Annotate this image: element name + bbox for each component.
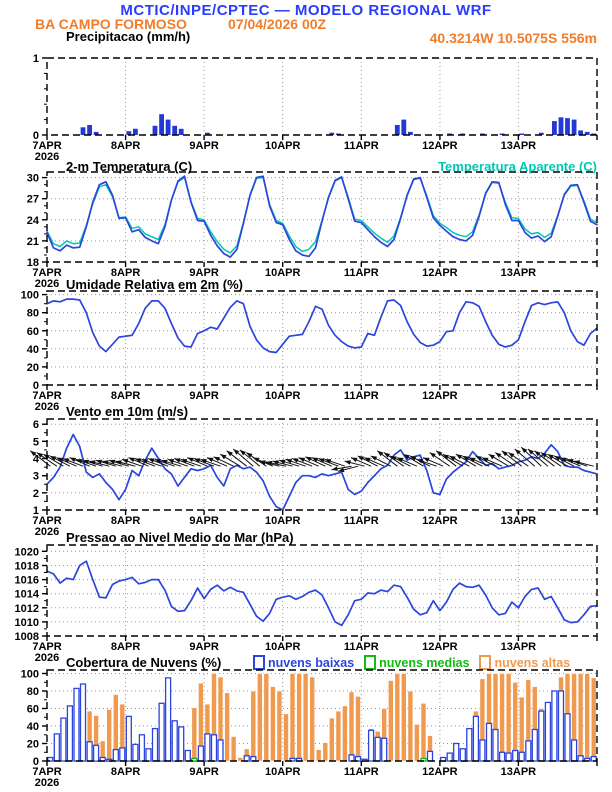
station-name: BA CAMPO FORMOSO — [35, 16, 187, 32]
svg-text:10APR: 10APR — [264, 267, 301, 279]
svg-text:12APR: 12APR — [422, 515, 458, 527]
legend-label-low-clouds: nuvens baixas — [268, 655, 355, 670]
svg-text:13APR: 13APR — [500, 641, 537, 653]
panel-title-pressure: Pressao ao Nivel Medio do Mar (hPa) — [66, 530, 294, 545]
svg-text:8APR: 8APR — [110, 766, 141, 778]
svg-text:1: 1 — [32, 53, 39, 65]
svg-text:7APR: 7APR — [32, 766, 62, 778]
panel-title-precipitation: Precipitacao (mm/h) — [66, 29, 191, 44]
panel-title-cloud-cover: Cobertura de Nuvens (%) — [66, 655, 222, 670]
svg-text:7APR: 7APR — [32, 390, 62, 402]
location-coords: 40.3214W 10.5075S 556m — [429, 30, 597, 46]
svg-text:11APR: 11APR — [343, 766, 379, 778]
svg-text:2026: 2026 — [34, 151, 60, 163]
svg-text:8APR: 8APR — [110, 267, 141, 279]
header-title: MCTIC/INPE/CPTEC — MODELO REGIONAL WRF — [120, 2, 492, 19]
svg-text:1018: 1018 — [14, 560, 39, 573]
svg-text:24: 24 — [26, 214, 39, 227]
svg-text:7APR: 7APR — [32, 140, 62, 152]
svg-text:3: 3 — [32, 470, 39, 483]
svg-text:2026: 2026 — [34, 526, 60, 538]
svg-text:100: 100 — [20, 289, 39, 302]
svg-text:12APR: 12APR — [422, 766, 458, 778]
svg-text:9APR: 9APR — [189, 515, 219, 527]
svg-text:1008: 1008 — [14, 631, 39, 643]
svg-text:18: 18 — [26, 257, 39, 269]
svg-text:8APR: 8APR — [110, 641, 141, 653]
svg-text:9APR: 9APR — [189, 766, 219, 778]
svg-text:2026: 2026 — [34, 401, 60, 413]
svg-text:1020: 1020 — [14, 546, 39, 559]
svg-text:11APR: 11APR — [343, 267, 379, 279]
svg-text:13APR: 13APR — [500, 766, 537, 778]
svg-text:1014: 1014 — [14, 588, 39, 601]
svg-text:12APR: 12APR — [422, 641, 458, 653]
legend-apparent-temperature: Temperatura Aparente (C) — [438, 159, 597, 174]
svg-text:10APR: 10APR — [264, 766, 301, 778]
svg-text:7APR: 7APR — [32, 515, 62, 527]
svg-text:40: 40 — [26, 721, 39, 733]
svg-text:40: 40 — [26, 343, 39, 356]
svg-text:1010: 1010 — [14, 616, 39, 629]
svg-text:6: 6 — [32, 419, 39, 432]
svg-text:4: 4 — [32, 453, 39, 466]
svg-text:10APR: 10APR — [264, 515, 301, 527]
svg-text:30: 30 — [26, 172, 39, 185]
svg-text:12APR: 12APR — [422, 390, 458, 402]
svg-text:20: 20 — [26, 361, 39, 374]
svg-text:2: 2 — [32, 487, 39, 500]
svg-text:1016: 1016 — [14, 574, 39, 587]
svg-text:11APR: 11APR — [343, 390, 379, 402]
svg-text:7APR: 7APR — [32, 267, 62, 279]
svg-text:60: 60 — [26, 325, 39, 338]
svg-text:9APR: 9APR — [189, 140, 219, 152]
svg-text:10APR: 10APR — [264, 641, 301, 653]
svg-text:60: 60 — [26, 703, 39, 716]
svg-text:10APR: 10APR — [264, 140, 301, 152]
svg-text:10APR: 10APR — [264, 390, 301, 402]
svg-text:13APR: 13APR — [500, 267, 537, 279]
svg-text:0: 0 — [32, 130, 39, 142]
svg-text:20: 20 — [26, 738, 39, 751]
svg-text:1: 1 — [32, 505, 39, 517]
svg-text:11APR: 11APR — [343, 641, 379, 653]
svg-text:9APR: 9APR — [189, 267, 219, 279]
svg-text:8APR: 8APR — [110, 390, 141, 402]
svg-text:21: 21 — [26, 235, 39, 248]
svg-text:11APR: 11APR — [343, 515, 379, 527]
svg-text:2026: 2026 — [34, 278, 60, 290]
svg-text:12APR: 12APR — [422, 267, 458, 279]
svg-text:7APR: 7APR — [32, 641, 62, 653]
svg-text:9APR: 9APR — [189, 390, 219, 402]
panel-title-humidity: Umidade Relativa em 2m (%) — [66, 277, 244, 292]
panel-title-temperature: 2-m Temperatura (C) — [66, 159, 193, 174]
panel-title-wind: Vento em 10m (m/s) — [66, 404, 189, 419]
svg-text:8APR: 8APR — [110, 515, 141, 527]
svg-text:12APR: 12APR — [422, 140, 458, 152]
svg-text:11APR: 11APR — [343, 140, 379, 152]
svg-text:13APR: 13APR — [500, 515, 537, 527]
svg-text:0: 0 — [32, 756, 39, 768]
svg-text:13APR: 13APR — [500, 390, 537, 402]
svg-text:9APR: 9APR — [189, 641, 219, 653]
run-timestamp: 07/04/2026 00Z — [228, 16, 327, 32]
svg-text:2026: 2026 — [34, 652, 60, 664]
svg-text:1012: 1012 — [14, 602, 39, 615]
legend-label-mid-clouds: nuvens medias — [379, 655, 470, 670]
svg-text:2026: 2026 — [34, 777, 60, 789]
svg-text:0: 0 — [32, 380, 39, 392]
svg-text:5: 5 — [32, 436, 39, 449]
svg-text:100: 100 — [20, 668, 39, 681]
svg-text:8APR: 8APR — [110, 140, 141, 152]
svg-text:80: 80 — [26, 686, 39, 698]
svg-text:80: 80 — [26, 307, 39, 320]
svg-text:13APR: 13APR — [500, 140, 537, 152]
svg-text:27: 27 — [26, 193, 39, 206]
legend-label-high-clouds: nuvens altas — [494, 655, 571, 670]
